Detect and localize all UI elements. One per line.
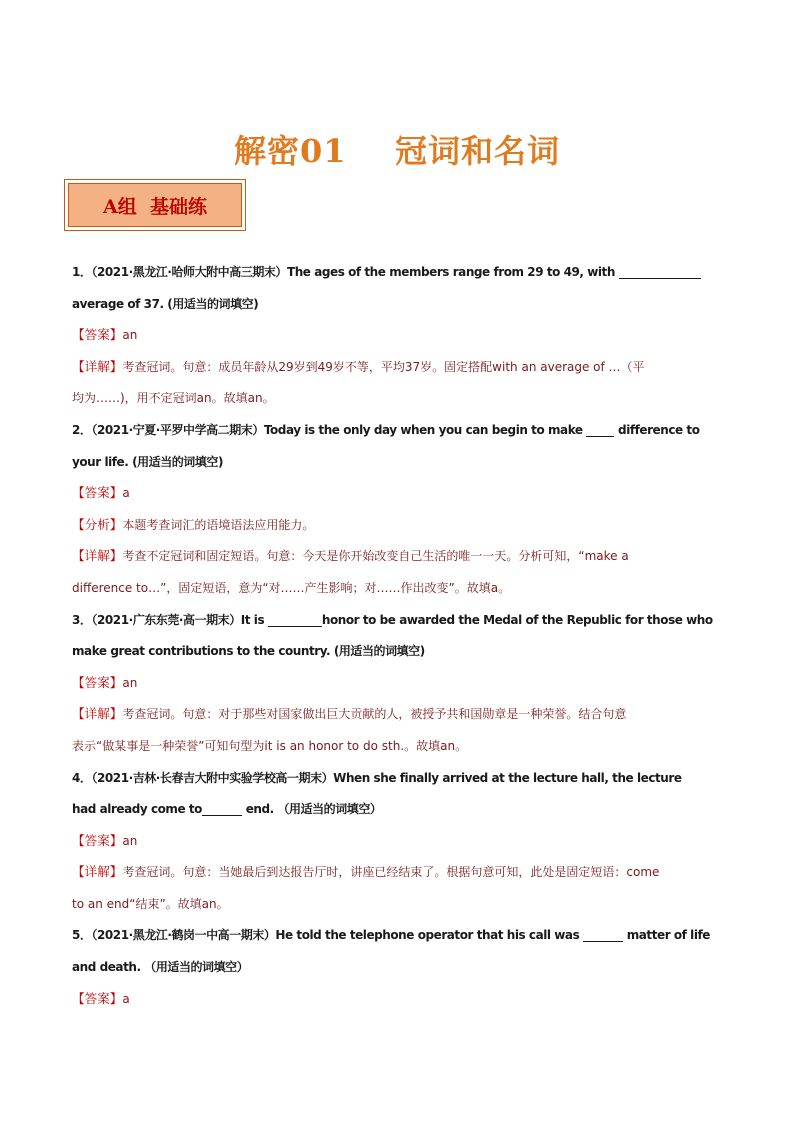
answer-1: 【答案】an: [72, 327, 138, 343]
group-label-box: [64, 179, 246, 231]
question-3-line-2: make great contributions to the country. (用适当的词填空): [72, 644, 425, 659]
detail-3-line-2: 表示“做某事是一种荣誉”可知句型为it is an honor to do sth.。故填an。: [72, 738, 468, 753]
page-title: 解密01 冠词和名词: [233, 132, 561, 170]
answer-blank: [586, 422, 614, 437]
detail-3-line-1: 【详解】考查冠词。句意：对于那些对国家做出巨大贡献的人，被授予共和国勋章是一种荣誉。结合句意: [72, 706, 627, 722]
detail-2-line-2: difference to…”，固定短语，意为“对……产生影响；对……作出改变”。故填a。: [72, 580, 511, 595]
question-5-line-2: and death. （用适当的词填空）: [72, 960, 249, 975]
answer-2: 【答案】a: [72, 485, 130, 501]
question-3-line-1: 3．（2021·广东东莞·高一期末）It is honor to be awarded the Medal of the Republic for those who: [72, 612, 713, 627]
answer-5: 【答案】a: [72, 990, 130, 1006]
question-2-line-1: 2．（2021·宁夏·平罗中学高二期末）Today is the only day when you can begin to make difference to: [72, 422, 700, 437]
question-1-line-1: 1．（2021·黑龙江·哈师大附中高三期末）The ages of the members range from 29 to 49, with: [72, 256, 722, 288]
answer-3: 【答案】an: [72, 674, 138, 690]
answer-4: 【答案】an: [72, 832, 138, 848]
detail-4-line-2: to an end“结束”。故填an。: [72, 896, 229, 911]
question-5-line-1: 5．（2021·黑龙江·鹤岗一中高一期末）He told the telephone operator that his call was matter of life: [72, 928, 710, 943]
answer-blank: [268, 612, 322, 627]
question-4-line-1: 4．（2021·吉林·长春吉大附中实验学校高一期末）When she finally arrived at the lecture hall, the lecture: [72, 770, 682, 785]
question-2-line-2: your life. (用适当的词填空): [72, 454, 223, 469]
question-4-line-2: had already come to end. （用适当的词填空）: [72, 802, 382, 817]
group-label: A组 基础练: [68, 183, 242, 227]
detail-2-line-1: 【详解】考查不定冠词和固定短语。句意：今天是你开始改变自己生活的唯一一天。分析可知，“make a: [72, 548, 629, 564]
answer-blank: [202, 801, 242, 816]
question-1-line-2: average of 37. (用适当的词填空): [72, 296, 259, 311]
detail-4-line-1: 【详解】考查冠词。句意：当她最后到达报告厅时，讲座已经结束了。根据句意可知，此处是固定短语：come: [72, 864, 660, 880]
detail-1-line-1: 【详解】考查冠词。句意：成员年龄从29岁到49岁不等，平均37岁。固定搭配with an average of …（平: [72, 358, 645, 374]
answer-blank: [619, 264, 701, 279]
detail-1-line-2: 均为……)，用不定冠词an。故填an。: [72, 391, 275, 406]
question-list: [72, 256, 722, 1014]
answer-blank: [583, 927, 623, 942]
analysis-2: 【分析】本题考查词汇的语境语法应用能力。: [72, 516, 315, 532]
